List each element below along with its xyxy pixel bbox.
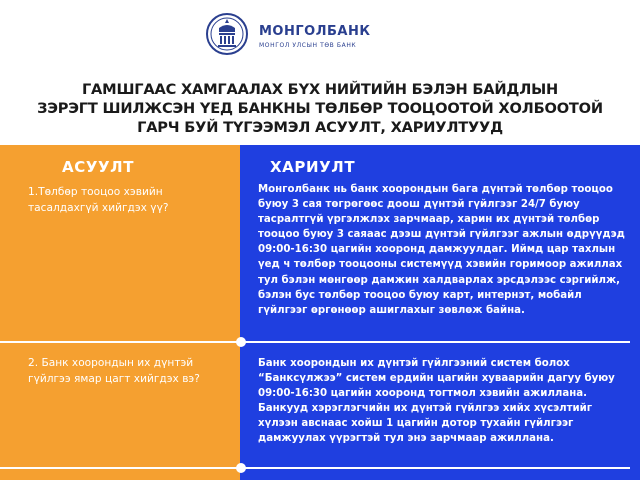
faq-answer-1: Монголбанк нь банк хоорондын бага дүнтэй төлбөр тооцоо буюу 3 сая төгрөгөөс доош дүнтэй гүйлгээг 24/7 буюу тасралтгүй үргэлжлэх зарчмаар, харин их дүнтэй төлбөр тооцоо буюу 3 саяаас дээш дүнтэй гүйлгээг ажлын өдрүүдэд 09:00-16:30 цагийн хооронд дамжуулдаг. Иймд цар тахлын үед ч төлбөр тооцооны системүүд хэвийн горимоор ажиллах тул бэлэн мөнгөөр дамжин халдварлах эрсдэлээс сэргийлж, бэлэн бус төлбөр тооцоо буюу карт, интернэт, мобайл гүйлгээг өргөнөөр ашиглахыг зөвлөж байна. [258, 184, 625, 316]
title-line-3: ГАРЧ БУЙ ТҮГЭЭМЭЛ АСУУЛТ, ХАРИУЛТУУД [137, 119, 503, 136]
faq-question-2: 2. Банк хоорондын их дүнтэй гүйлгээ ямар цагт хийгдэх вэ? [28, 357, 200, 385]
answer-header: ХАРИУЛТ [270, 158, 356, 176]
mongolbank-emblem-icon [205, 12, 249, 56]
divider-dot-2 [236, 463, 246, 473]
title-line-1: ГАМШГААС ХАМГААЛАХ БҮХ НИЙТИЙН БЭЛЭН БАЙДЛЫН [81, 81, 559, 98]
row-divider-2 [0, 467, 630, 469]
row-divider-1 [0, 341, 630, 343]
divider-dot-1 [236, 337, 246, 347]
faq-answer-2: Банк хоорондын их дүнтэй гүйлгээний систем болох “Банксүлжээ” систем ердийн цагийн хуваарийн дагуу буюу 09:00-16:30 цагийн хооронд тогтмол хэвийн ажиллана. Банкууд хэрэглэгчийн их дүнтэй гүйлгээ хийх хүсэлтийг хүлээн авснаас хойш 1 цагийн дотор тухайн гүйлгээг дамжуулах үүрэгтэй тул энэ зарчмаар ажиллана. [258, 358, 615, 445]
faq-question-1: 1.Төлбөр тооцоо хэвийн тасалдахгүй хийгдэх үү? [28, 186, 169, 214]
question-header: АСУУЛТ [62, 158, 135, 176]
logo-subtitle: МОНГОЛ УЛСЫН ТӨВ БАНК [259, 42, 357, 49]
page-title [0, 80, 640, 137]
title-line-2: ЗЭРЭГТ ШИЛЖСЭН ҮЕД БАНКНЫ ТӨЛБӨР ТООЦООТОЙ ХОЛБООТОЙ [37, 100, 603, 117]
mongolbank-logo [205, 12, 445, 60]
logo-name: МОНГОЛБАНК [259, 24, 371, 39]
